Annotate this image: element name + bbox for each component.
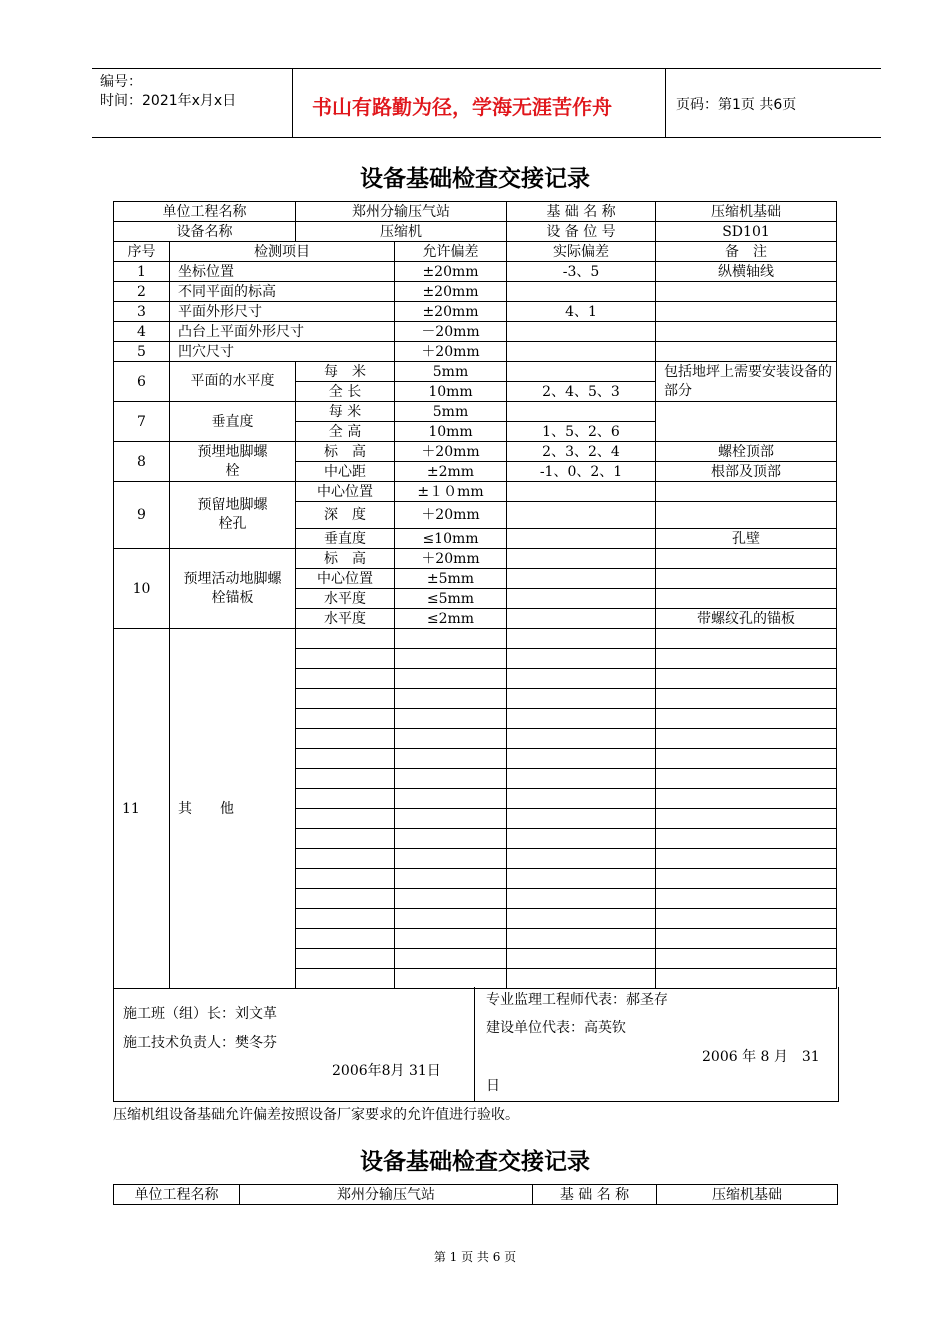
row-item: 平面的水平度 bbox=[170, 362, 296, 402]
row-remark bbox=[656, 322, 837, 342]
blank-cell bbox=[507, 909, 656, 929]
blank-cell bbox=[656, 669, 837, 689]
row-allowed: ±20mm bbox=[395, 282, 507, 302]
blank-cell bbox=[507, 809, 656, 829]
col-remark: 备 注 bbox=[656, 242, 837, 262]
row-actual: -3、5 bbox=[507, 262, 656, 282]
row-no: 8 bbox=[114, 442, 170, 482]
row-remark bbox=[656, 342, 837, 362]
code-label: 编号： bbox=[100, 74, 142, 90]
row-actual: 2、4、5、3 bbox=[507, 382, 656, 402]
row-item: 预埋活动地脚螺栓锚板 bbox=[170, 549, 296, 629]
blank-cell bbox=[507, 969, 656, 989]
row-actual: 2、3、2、4 bbox=[507, 442, 656, 462]
table-row bbox=[114, 302, 837, 322]
right-sign-date-day: 日 bbox=[486, 1078, 500, 1094]
column-header-row bbox=[114, 242, 837, 262]
signature-block bbox=[113, 987, 839, 1102]
row-remark bbox=[656, 402, 837, 442]
blank-cell bbox=[507, 709, 656, 729]
blank-cell bbox=[656, 629, 837, 649]
row-remark bbox=[656, 482, 837, 502]
row-no: 4 bbox=[114, 322, 170, 342]
blank-cell bbox=[507, 649, 656, 669]
row-remark: 纵横轴线 bbox=[656, 262, 837, 282]
row-allowed: －20mm bbox=[395, 322, 507, 342]
row-remark bbox=[656, 502, 837, 529]
foundation-label: 基 础 名 称 bbox=[533, 1185, 657, 1205]
row-remark bbox=[656, 569, 837, 589]
inspection-table-2 bbox=[113, 1184, 838, 1205]
blank-cell bbox=[507, 769, 656, 789]
row-subitem: 中心位置 bbox=[296, 569, 395, 589]
col-allowed: 允许偏差 bbox=[395, 242, 507, 262]
blank-cell bbox=[656, 689, 837, 709]
document-title-2: 设备基础检查交接记录 bbox=[360, 1149, 590, 1175]
blank-cell bbox=[656, 909, 837, 929]
row-allowed: 10mm bbox=[395, 382, 507, 402]
row-remark: 根部及顶部 bbox=[656, 462, 837, 482]
blank-cell bbox=[395, 789, 507, 809]
time-label: 时间：2021年x月x日 bbox=[100, 93, 237, 109]
blank-cell bbox=[656, 809, 837, 829]
blank-cell bbox=[507, 889, 656, 909]
row-item: 预留地脚螺栓孔 bbox=[170, 482, 296, 549]
blank-cell bbox=[656, 769, 837, 789]
row-no: 9 bbox=[114, 482, 170, 549]
row-subitem: 每 米 bbox=[296, 362, 395, 382]
acceptance-note: 压缩机组设备基础允许偏差按照设备厂家要求的允许值进行验收。 bbox=[113, 1107, 519, 1123]
row-allowed: ＋20mm bbox=[395, 342, 507, 362]
row-actual bbox=[507, 502, 656, 529]
row-item: 不同平面的标高 bbox=[170, 282, 395, 302]
tech-lead: 施工技术负责人：樊冬芬 bbox=[123, 1035, 277, 1051]
row-actual bbox=[507, 609, 656, 629]
blank-cell bbox=[296, 689, 395, 709]
blank-cell bbox=[656, 929, 837, 949]
table-row bbox=[114, 362, 837, 382]
col-actual: 实际偏差 bbox=[507, 242, 656, 262]
row-allowed: ±20mm bbox=[395, 302, 507, 322]
table-row bbox=[114, 549, 837, 569]
unit-project-value: 郑州分输压气站 bbox=[240, 1185, 533, 1205]
row-allowed: ＋20mm bbox=[395, 502, 507, 529]
row-subitem: 标 高 bbox=[296, 549, 395, 569]
row-actual bbox=[507, 549, 656, 569]
foundation-value: 压缩机基础 bbox=[657, 1185, 838, 1205]
blank-cell bbox=[395, 689, 507, 709]
row-item: 其 他 bbox=[170, 629, 296, 989]
row-remark: 孔壁 bbox=[656, 529, 837, 549]
row-subitem: 深 度 bbox=[296, 502, 395, 529]
row-no: 1 bbox=[114, 262, 170, 282]
blank-cell bbox=[395, 929, 507, 949]
blank-cell bbox=[507, 729, 656, 749]
row-remark bbox=[656, 302, 837, 322]
blank-cell bbox=[507, 629, 656, 649]
blank-cell bbox=[656, 709, 837, 729]
row-subitem: 每 米 bbox=[296, 402, 395, 422]
row-allowed: ≤2mm bbox=[395, 609, 507, 629]
row-item: 凸台上平面外形尺寸 bbox=[170, 322, 395, 342]
blank-cell bbox=[296, 789, 395, 809]
row-remark: 螺栓顶部 bbox=[656, 442, 837, 462]
blank-cell bbox=[395, 709, 507, 729]
blank-cell bbox=[296, 829, 395, 849]
page-info: 页码：第1页 共6页 bbox=[676, 97, 797, 113]
blank-cell bbox=[507, 929, 656, 949]
row-subitem: 中心位置 bbox=[296, 482, 395, 502]
row-allowed: ±5mm bbox=[395, 569, 507, 589]
owner-rep: 建设单位代表：高英钦 bbox=[486, 1020, 626, 1036]
blank-cell bbox=[656, 829, 837, 849]
table-row bbox=[114, 322, 837, 342]
blank-cell bbox=[656, 969, 837, 989]
table-row bbox=[114, 282, 837, 302]
row-remark bbox=[656, 549, 837, 569]
row-subitem: 水平度 bbox=[296, 589, 395, 609]
left-sign-date: 2006年8月 31日 bbox=[332, 1063, 441, 1079]
foundation-label: 基 础 名 称 bbox=[507, 202, 656, 222]
row-no: 3 bbox=[114, 302, 170, 322]
blank-cell bbox=[395, 889, 507, 909]
signature-divider bbox=[474, 987, 475, 1101]
blank-cell bbox=[296, 769, 395, 789]
col-no: 序号 bbox=[114, 242, 170, 262]
row-no: 11 bbox=[114, 629, 170, 989]
table-row bbox=[114, 629, 837, 649]
blank-cell bbox=[296, 729, 395, 749]
table-row bbox=[114, 1185, 838, 1205]
row-allowed: ±2mm bbox=[395, 462, 507, 482]
row-actual bbox=[507, 342, 656, 362]
blank-cell bbox=[296, 749, 395, 769]
row-no: 10 bbox=[114, 549, 170, 629]
blank-cell bbox=[395, 969, 507, 989]
row-actual bbox=[507, 322, 656, 342]
blank-cell bbox=[395, 829, 507, 849]
table-row bbox=[114, 482, 837, 502]
blank-cell bbox=[395, 809, 507, 829]
row-no: 7 bbox=[114, 402, 170, 442]
row-actual bbox=[507, 569, 656, 589]
foundation-value: 压缩机基础 bbox=[656, 202, 837, 222]
table-row bbox=[114, 342, 837, 362]
position-value: SD101 bbox=[656, 222, 837, 242]
blank-cell bbox=[507, 829, 656, 849]
row-allowed: ±20mm bbox=[395, 262, 507, 282]
blank-cell bbox=[507, 869, 656, 889]
header-divider bbox=[292, 69, 293, 137]
blank-cell bbox=[395, 669, 507, 689]
header-divider bbox=[665, 69, 666, 137]
blank-cell bbox=[395, 749, 507, 769]
blank-cell bbox=[296, 849, 395, 869]
row-subitem: 全 长 bbox=[296, 382, 395, 402]
blank-cell bbox=[507, 949, 656, 969]
blank-cell bbox=[507, 849, 656, 869]
blank-cell bbox=[656, 749, 837, 769]
row-subitem: 标 高 bbox=[296, 442, 395, 462]
row-allowed: 5mm bbox=[395, 402, 507, 422]
row-allowed: ≤10mm bbox=[395, 529, 507, 549]
blank-cell bbox=[507, 689, 656, 709]
supervisor: 专业监理工程师代表：郝圣存 bbox=[486, 992, 668, 1008]
table-row bbox=[114, 442, 837, 462]
row-no: 5 bbox=[114, 342, 170, 362]
blank-cell bbox=[395, 869, 507, 889]
row-actual bbox=[507, 362, 656, 382]
row-subitem: 全 高 bbox=[296, 422, 395, 442]
blank-cell bbox=[507, 669, 656, 689]
blank-cell bbox=[296, 869, 395, 889]
row-item: 凹穴尺寸 bbox=[170, 342, 395, 362]
position-label: 设 备 位 号 bbox=[507, 222, 656, 242]
row-allowed: ≤5mm bbox=[395, 589, 507, 609]
row-no: 6 bbox=[114, 362, 170, 402]
blank-cell bbox=[656, 889, 837, 909]
blank-cell bbox=[296, 669, 395, 689]
col-item: 检测项目 bbox=[170, 242, 395, 262]
row-no: 2 bbox=[114, 282, 170, 302]
blank-cell bbox=[507, 749, 656, 769]
row-remark bbox=[656, 589, 837, 609]
row-allowed: ±１０mm bbox=[395, 482, 507, 502]
blank-cell bbox=[507, 789, 656, 809]
blank-cell bbox=[395, 949, 507, 969]
blank-cell bbox=[395, 729, 507, 749]
row-subitem: 中心距 bbox=[296, 462, 395, 482]
equipment-value: 压缩机 bbox=[296, 222, 507, 242]
blank-cell bbox=[656, 789, 837, 809]
blank-cell bbox=[296, 909, 395, 929]
blank-cell bbox=[296, 809, 395, 829]
unit-project-value: 郑州分输压气站 bbox=[296, 202, 507, 222]
table-row bbox=[114, 202, 837, 222]
page-header bbox=[92, 68, 881, 138]
row-actual: 1、5、2、6 bbox=[507, 422, 656, 442]
blank-cell bbox=[296, 649, 395, 669]
blank-cell bbox=[656, 869, 837, 889]
right-sign-date: 2006 年 8 月 31 bbox=[702, 1049, 820, 1065]
blank-cell bbox=[656, 729, 837, 749]
header-meta bbox=[100, 73, 290, 111]
row-actual bbox=[507, 402, 656, 422]
row-actual bbox=[507, 482, 656, 502]
blank-cell bbox=[296, 889, 395, 909]
blank-cell bbox=[395, 769, 507, 789]
row-remark bbox=[656, 282, 837, 302]
row-allowed: ＋20mm bbox=[395, 442, 507, 462]
header-motto: 书山有路勤为径，学海无涯苦作舟 bbox=[312, 95, 612, 119]
row-actual bbox=[507, 589, 656, 609]
table-row bbox=[114, 262, 837, 282]
blank-cell bbox=[296, 929, 395, 949]
table-row bbox=[114, 402, 837, 422]
row-item: 坐标位置 bbox=[170, 262, 395, 282]
equipment-label: 设备名称 bbox=[114, 222, 296, 242]
blank-cell bbox=[656, 949, 837, 969]
row-remark: 带螺纹孔的锚板 bbox=[656, 609, 837, 629]
blank-cell bbox=[656, 849, 837, 869]
blank-cell bbox=[395, 629, 507, 649]
team-leader: 施工班（组）长：刘文革 bbox=[123, 1006, 277, 1022]
unit-project-label: 单位工程名称 bbox=[114, 1185, 240, 1205]
row-actual bbox=[507, 282, 656, 302]
row-actual bbox=[507, 529, 656, 549]
row-remark: 包括地坪上需要安装设备的部分 bbox=[656, 362, 837, 402]
blank-cell bbox=[296, 949, 395, 969]
row-item: 平面外形尺寸 bbox=[170, 302, 395, 322]
row-allowed: 5mm bbox=[395, 362, 507, 382]
row-actual: -1、0、2、1 bbox=[507, 462, 656, 482]
blank-cell bbox=[656, 649, 837, 669]
document-title: 设备基础检查交接记录 bbox=[360, 166, 590, 192]
row-allowed: ＋20mm bbox=[395, 549, 507, 569]
table-row bbox=[114, 222, 837, 242]
blank-cell bbox=[296, 969, 395, 989]
blank-cell bbox=[296, 629, 395, 649]
unit-project-label: 单位工程名称 bbox=[114, 202, 296, 222]
blank-cell bbox=[395, 849, 507, 869]
row-subitem: 水平度 bbox=[296, 609, 395, 629]
row-actual: 4、1 bbox=[507, 302, 656, 322]
blank-cell bbox=[296, 709, 395, 729]
row-subitem: 垂直度 bbox=[296, 529, 395, 549]
row-allowed: 10mm bbox=[395, 422, 507, 442]
blank-cell bbox=[395, 649, 507, 669]
row-item: 垂直度 bbox=[170, 402, 296, 442]
inspection-table bbox=[113, 201, 837, 989]
row-item: 预埋地脚螺栓 bbox=[170, 442, 296, 482]
blank-cell bbox=[395, 909, 507, 929]
page-footer: 第 1 页 共 6 页 bbox=[433, 1250, 517, 1264]
